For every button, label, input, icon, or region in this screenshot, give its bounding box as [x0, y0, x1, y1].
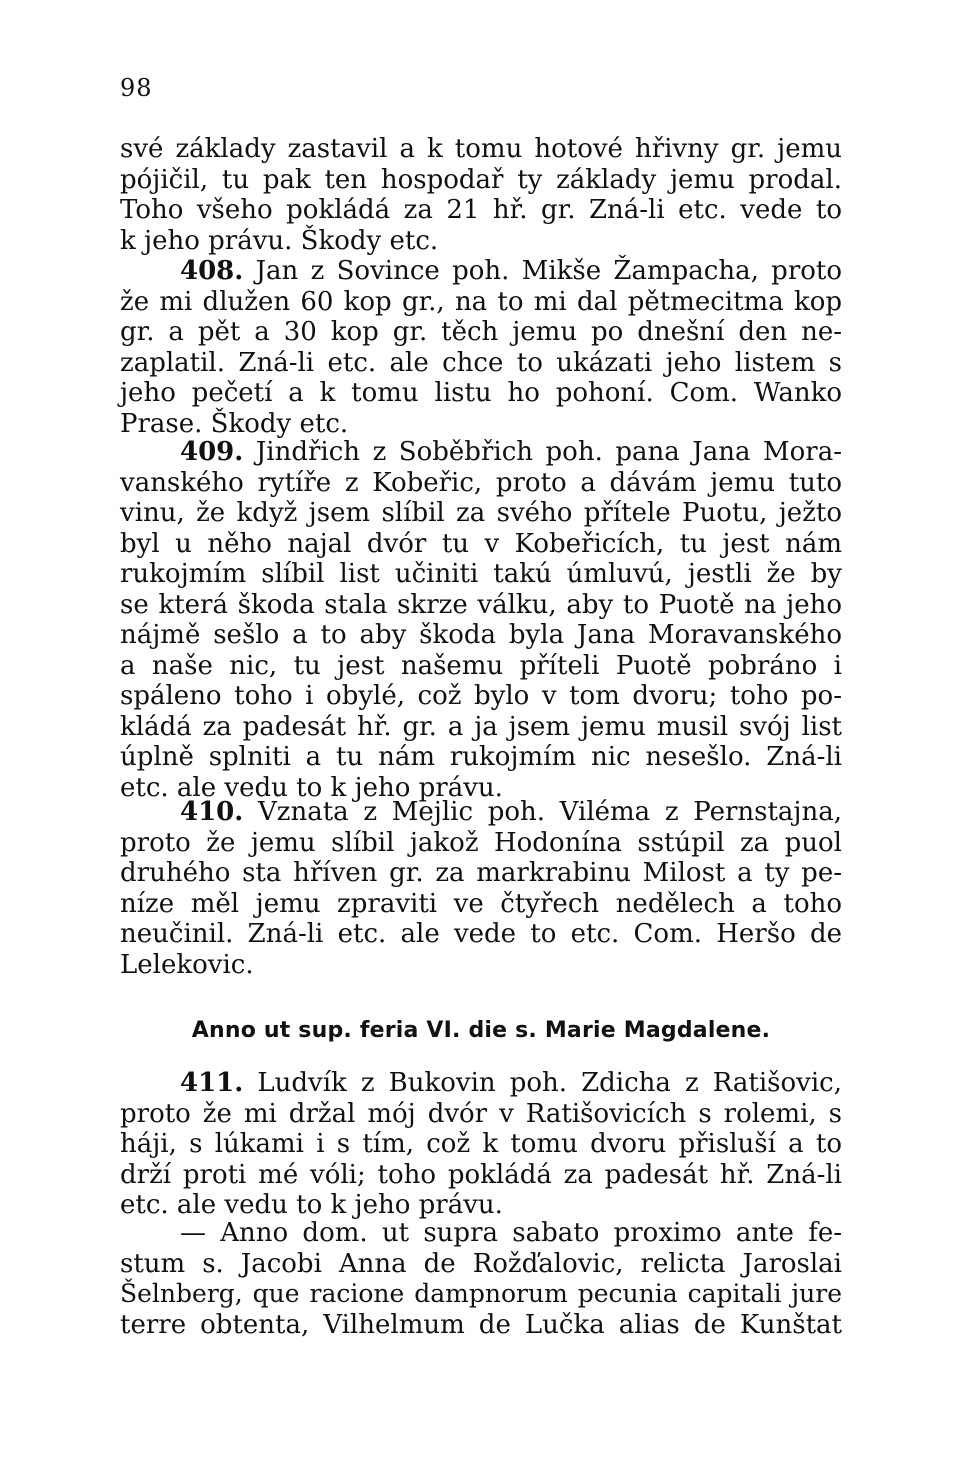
text-line: úplně splniti a tu nám rukojmím nic nesešlo. Zná-li — [120, 742, 842, 772]
text-line: háji, s lúkami i s tím, což k tomu dvoru přisluší a to — [120, 1129, 842, 1159]
text-line: druhého sta hříven gr. za markrabinu Milost a ty pe- — [120, 858, 842, 888]
entry-number: 411. — [180, 1068, 244, 1098]
entry-number: 409. — [180, 437, 244, 467]
text-line: byl u něho najal dvór tu v Kobeřicích, tu jest nám — [120, 528, 842, 559]
entry-first-line — [120, 797, 842, 828]
text-line: Šelnberg, que racione dampnorum pecunia capitali jure — [120, 1279, 842, 1308]
entry-text: Jan z Sovince poh. Mikše Žampacha, proto — [243, 256, 842, 286]
text-line: drží proti mé vóli; toho pokládá za padesát hř. Zná-li — [120, 1159, 842, 1190]
text-line: stum s. Jacobi Anna de Rožďalovic, relicta Jaroslai — [120, 1248, 842, 1279]
text-line: terre obtenta, Vilhelmum de Lučka alias de Kunštat — [120, 1309, 842, 1340]
text-line: Prase. Škody etc. — [120, 408, 349, 439]
entry-text: Ludvík z Bukovin poh. Zdicha z Ratišovic, — [243, 1068, 842, 1098]
entry-409 — [120, 437, 842, 803]
text-line: Toho všeho pokládá za 21 hř. gr. Zná-li etc. vede to — [120, 195, 842, 225]
section-heading: Anno ut sup. feria VI. die s. Marie Magdalene. — [191, 1018, 771, 1043]
text-line: etc. ale vedu to k jeho právu. — [120, 1190, 503, 1220]
text-line: neučinil. Zná-li etc. ale vede to etc. Com. Heršo de — [120, 919, 842, 949]
text-line: vinu, že když jsem slíbil za svého přítele Puotu, ježto — [120, 498, 842, 528]
page-number: 98 — [120, 74, 153, 102]
text-line: a naše nic, tu jest našemu příteli Puotě pobráno i — [120, 650, 842, 681]
text-line: etc. ale vedu to k jeho právu. — [120, 772, 503, 803]
entry-first-line — [120, 256, 842, 287]
text-line: se která škoda stala skrze válku, aby to Puotě na jeho — [120, 589, 842, 620]
paragraph-continuation — [120, 134, 842, 256]
text-line: pójičil, tu pak ten hospodař ty základy jemu prodal. — [120, 164, 842, 195]
text-line: jeho pečetí a k tomu listu ho pohoní. Com. Wanko — [120, 378, 842, 408]
entry-first-line — [120, 437, 842, 468]
text-line: proto že jemu slíbil jakož Hodonína sstúpil za puol — [120, 827, 842, 858]
entry-410 — [120, 797, 842, 980]
entry-first-line: — Anno dom. ut supra sabato proximo ante fe- — [180, 1218, 842, 1248]
entry-number: 410. — [180, 797, 244, 827]
entry-number: 408. — [180, 256, 244, 286]
text-line: proto že mi držal mój dvór v Ratišovicích s rolemi, s — [120, 1098, 842, 1129]
text-line: kládá za padesát hř. gr. a ja jsem jemu musil svój list — [120, 711, 842, 742]
text-line: spáleno toho i obylé, což bylo v tom dvoru; toho po- — [120, 681, 842, 711]
text-line: níze měl jemu zpraviti ve čtyřech nedělech a toho — [120, 888, 842, 919]
text-line: rukojmím slíbil list učiniti takú úmluvú, jestli že by — [120, 559, 842, 589]
entry-408 — [120, 256, 842, 439]
text-line: Lelekovic. — [120, 949, 254, 980]
entry-text: Vznata z Mejlic poh. Viléma z Pernstajna, — [243, 797, 842, 827]
latin-record — [120, 1218, 842, 1340]
entry-411 — [120, 1068, 842, 1221]
text-line: vanského rytíře z Kobeřic, proto a dávám jemu tuto — [120, 467, 842, 498]
text-line: k jeho právu. Škody etc. — [120, 225, 439, 256]
text-line: své základy zastavil a k tomu hotové hřivny gr. jemu — [120, 134, 842, 164]
text-line: gr. a pět a 30 kop gr. těch jemu po dnešní den ne- — [120, 317, 842, 347]
text-line: zaplatil. Zná-li etc. ale chce to ukázati jeho listem s — [120, 347, 842, 378]
text-line: že mi dlužen 60 kop gr., na to mi dal pětmecitma kop — [120, 286, 842, 317]
text-line: nájmě sešlo a to aby škoda byla Jana Moravanského — [120, 620, 842, 650]
entry-text: Jindřich z Soběbřich poh. pana Jana Mora- — [243, 437, 842, 467]
entry-first-line — [120, 1068, 842, 1099]
